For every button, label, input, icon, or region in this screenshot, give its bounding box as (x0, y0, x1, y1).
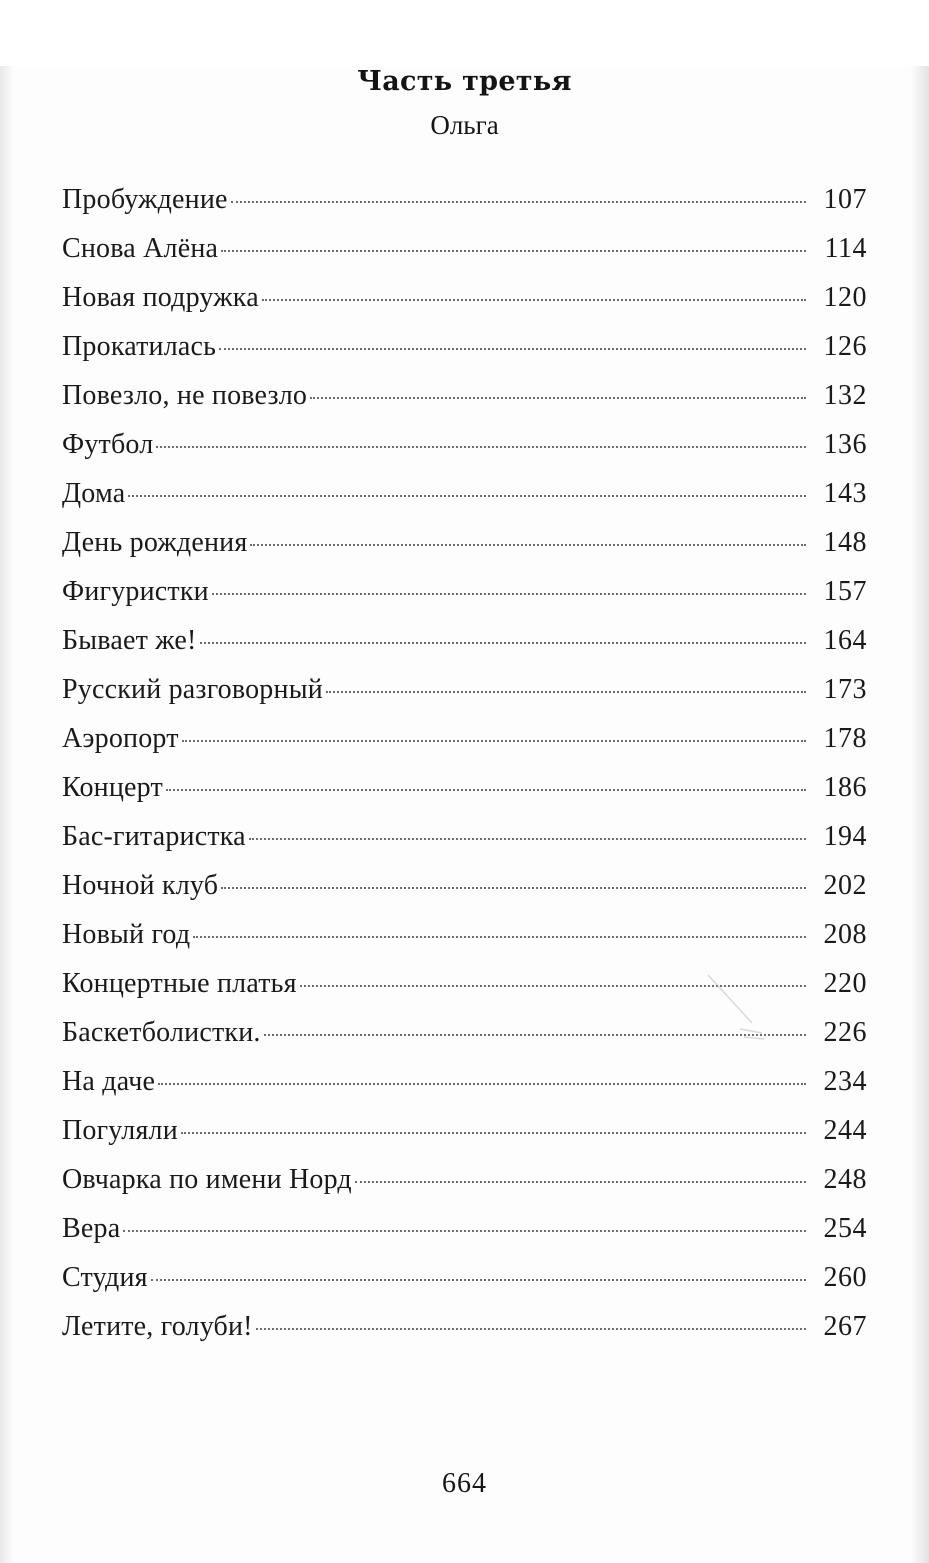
toc-entry-page: 143 (823, 477, 867, 509)
toc-entry[interactable] (62, 1310, 867, 1362)
toc-entry[interactable] (62, 428, 867, 480)
toc-entry-title: Фигуристки (62, 575, 209, 607)
toc-entry-page: 244 (823, 1114, 867, 1146)
toc-entry-page: 202 (823, 869, 867, 901)
toc-leader-dots (193, 935, 806, 938)
toc-leader-dots (182, 739, 806, 742)
toc-entry-title: Футбол (62, 428, 154, 460)
toc-entry-page: 120 (823, 281, 867, 313)
toc-leader-dots (200, 641, 806, 644)
toc-entry-page: 132 (823, 379, 867, 411)
toc-entry-page: 220 (823, 967, 867, 999)
toc-entry-page: 234 (823, 1065, 867, 1097)
toc-entry[interactable] (62, 281, 867, 333)
toc-entry-title: Ночной клуб (62, 869, 219, 901)
part-header (0, 66, 929, 142)
toc-entry-page: 148 (823, 526, 867, 558)
toc-entry-page: 226 (823, 1016, 867, 1048)
toc-leader-dots (158, 1082, 806, 1085)
toc-entry[interactable] (62, 722, 867, 774)
toc-leader-dots (151, 1278, 806, 1281)
toc-entry-title: Бывает же! (62, 624, 197, 656)
toc-entry-title: Баскетболистки. (62, 1016, 261, 1048)
toc-leader-dots (264, 1033, 806, 1036)
toc-entry[interactable] (62, 673, 867, 725)
toc-entry[interactable] (62, 820, 867, 872)
toc-entry-page: 126 (823, 330, 867, 362)
toc-entry-page: 248 (823, 1163, 867, 1195)
toc-entry[interactable] (62, 232, 867, 284)
part-subtitle: Ольга (430, 110, 499, 141)
toc-leader-dots (221, 249, 806, 252)
toc-entry[interactable] (62, 967, 867, 1019)
toc-entry-page: 186 (823, 771, 867, 803)
toc-entry-title: День рождения (62, 526, 248, 558)
part-title: Часть третья (357, 66, 572, 97)
toc-entry[interactable] (62, 1163, 867, 1215)
toc-entry-title: Русский разговорный (62, 673, 323, 705)
toc-entry-title: Дома (62, 477, 126, 509)
toc-leader-dots (256, 1327, 806, 1330)
toc-entry[interactable] (62, 575, 867, 627)
toc-entry-title: Бас-гитаристка (62, 820, 246, 852)
toc-entry-title: Аэропорт (62, 722, 179, 754)
toc-entry-page: 164 (823, 624, 867, 656)
table-of-contents (62, 183, 867, 1362)
toc-entry-title: Студия (62, 1261, 148, 1293)
toc-leader-dots (212, 592, 806, 595)
toc-leader-dots (249, 837, 806, 840)
toc-entry[interactable] (62, 1114, 867, 1166)
toc-leader-dots (181, 1131, 806, 1134)
toc-entry[interactable] (62, 1261, 867, 1313)
toc-entry-page: 260 (823, 1261, 867, 1293)
toc-entry-title: Вера (62, 1212, 121, 1244)
toc-entry[interactable] (62, 869, 867, 921)
toc-leader-dots (166, 788, 806, 791)
toc-entry-page: 107 (823, 183, 867, 215)
toc-entry-page: 136 (823, 428, 867, 460)
toc-leader-dots (219, 347, 806, 350)
toc-entry[interactable] (62, 771, 867, 823)
toc-entry-title: Новая подружка (62, 281, 259, 313)
toc-leader-dots (123, 1229, 806, 1232)
toc-entry-title: Концертные платья (62, 967, 297, 999)
toc-entry-page: 178 (823, 722, 867, 754)
toc-entry-title: Овчарка по имени Норд (62, 1163, 352, 1195)
toc-entry[interactable] (62, 379, 867, 431)
toc-entry-page: 114 (824, 232, 867, 264)
toc-entry[interactable] (62, 1065, 867, 1117)
toc-entry-title: Снова Алёна (62, 232, 219, 264)
toc-entry[interactable] (62, 477, 867, 529)
toc-entry-title: Летите, голуби! (62, 1310, 253, 1342)
toc-entry-page: 194 (823, 820, 867, 852)
toc-entry[interactable] (62, 1212, 867, 1264)
toc-entry-title: Повезло, не повезло (62, 379, 308, 411)
toc-leader-dots (156, 445, 806, 448)
toc-leader-dots (221, 886, 806, 889)
toc-entry[interactable] (62, 918, 867, 970)
toc-entry-title: Пробуждение (62, 183, 228, 215)
toc-leader-dots (326, 690, 806, 693)
toc-entry-title: На даче (62, 1065, 156, 1097)
toc-entry-title: Новый год (62, 918, 191, 950)
toc-entry-title: Погуляли (62, 1114, 178, 1146)
toc-leader-dots (250, 543, 806, 546)
toc-entry-page: 157 (823, 575, 867, 607)
toc-leader-dots (300, 984, 806, 987)
toc-entry[interactable] (62, 1016, 867, 1068)
toc-entry-page: 208 (823, 918, 867, 950)
toc-entry-page: 173 (823, 673, 867, 705)
toc-leader-dots (231, 200, 806, 203)
toc-entry[interactable] (62, 526, 867, 578)
toc-entry[interactable] (62, 183, 867, 235)
toc-entry-page: 254 (823, 1212, 867, 1244)
page-number: 664 (442, 1468, 487, 1499)
toc-entry[interactable] (62, 624, 867, 676)
toc-leader-dots (128, 494, 806, 497)
toc-entry-title: Концерт (62, 771, 163, 803)
toc-leader-dots (310, 396, 806, 399)
toc-entry-page: 267 (823, 1310, 867, 1342)
toc-entry[interactable] (62, 330, 867, 382)
toc-leader-dots (355, 1180, 806, 1183)
book-page (0, 66, 929, 1563)
toc-entry-title: Прокатилась (62, 330, 217, 362)
toc-leader-dots (262, 298, 806, 301)
